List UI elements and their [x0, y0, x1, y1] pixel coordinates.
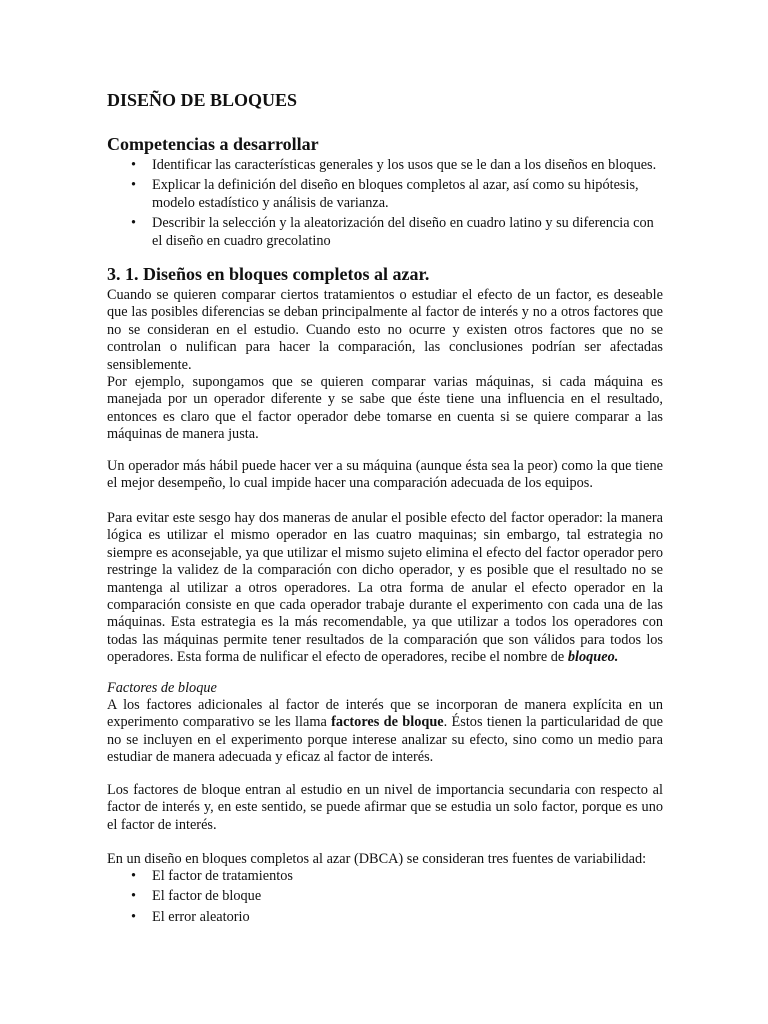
bullet-icon: •	[131, 215, 137, 232]
list-item: • Identificar las características generales y los usos que se le dan a los diseños en bloques.	[131, 157, 657, 173]
bullet-icon: •	[131, 868, 137, 884]
list-item: • Describir la selección y la aleatorización del diseño en cuadro latino y su diferencia con el diseño en cuadro grecolatino	[131, 215, 654, 249]
paragraph-7: En un diseño en bloques completos al azar (DBCA) se consideran tres fuentes de variabilidad:	[107, 851, 647, 867]
subheading-factores-de-bloque: Factores de bloque	[107, 680, 217, 696]
competencias-list	[107, 157, 663, 253]
fuentes-list	[107, 868, 663, 929]
paragraph-3: Un operador más hábil puede hacer ver a su máquina (aunque ésta sea la peor) como la que tiene el mejor desempeño, lo cual impide hacer una comparación adecuada de los equipos.	[107, 458, 663, 492]
bullet-icon: •	[131, 177, 137, 194]
term-bloqueo: bloqueo.	[567, 649, 619, 666]
list-item: • El factor de tratamientos	[131, 868, 293, 884]
list-item: • El error aleatorio	[131, 908, 250, 925]
document-title: DISEÑO DE BLOQUES	[107, 90, 298, 110]
bullet-icon: •	[131, 157, 137, 173]
paragraph-5: A los factores adicionales al factor de interés que se incorporan de manera explícita en un experimento comparativo se les llama factores de bloque. Éstos tienen la particularidad de que no se incluyen en el experimento porque interese analizar su efecto, sino como un medio para estudiar de manera adecuada y eficaz al factor de interés.	[107, 697, 663, 766]
paragraph-1: Cuando se quieren comparar ciertos tratamientos o estudiar el efecto de un factor, es deseable que las posibles diferencias se deban principalmente al factor de interés y no a otros factores que no se consideran en el estudio. Cuando esto no ocurre y existen otros factores que no se controlan o nulifican para hacer la comparación, las conclusiones podrían ser afectadas sensiblemente.	[107, 287, 663, 373]
competencias-heading: Competencias a desarrollar	[107, 134, 319, 154]
bullet-icon: •	[131, 888, 137, 905]
section-heading: 3. 1. Diseños en bloques completos al azar.	[107, 264, 430, 284]
list-item: • El factor de bloque	[131, 888, 262, 905]
bullet-icon: •	[131, 908, 137, 925]
list-item: • Explicar la definición del diseño en bloques completos al azar, así como su hipótesis, modelo estadístico y análisis de varianza.	[131, 177, 639, 211]
paragraph-2: Por ejemplo, supongamos que se quieren comparar varias máquinas, si cada máquina es manejada por un operador diferente y se sabe que éste tiene una influencia en el resultado, entonces es claro que el factor operador debe tomarse en cuenta si se quiere comparar a las máquinas de manera justa.	[107, 374, 663, 443]
paragraph-6: Los factores de bloque entran al estudio en un nivel de importancia secundaria con respecto al factor de interés y, en este sentido, se puede afirmar que se estudia un solo factor, porque es uno el factor de interés.	[107, 782, 663, 833]
term-factores-de-bloque: factores de bloque	[331, 714, 444, 731]
paragraph-4: Para evitar este sesgo hay dos maneras de anular el posible efecto del factor operador: la manera lógica es utilizar el mismo operador en las cuatro maquinas; sin embargo, tal estrategia no siempre es aconsejable, ya que utilizar el mismo sujeto elimina el efecto del factor operador pero restringe la validez de la comparación con dicho operador, y es posible que el resultado no se mantenga al utilizar a otros operadores. La otra forma de anular el efecto operador en la comparación consiste en que cada operador trabaje durante el experimento con cada una de las máquinas. Esta estrategia es la más recomendable, ya que utilizar a todos los operadores con todas las máquinas permite tener resultados de la comparación que son válidos para todos los operadores. Esta forma de nulificar el efecto de operadores, recibe el nombre de bloqueo.	[107, 510, 663, 666]
